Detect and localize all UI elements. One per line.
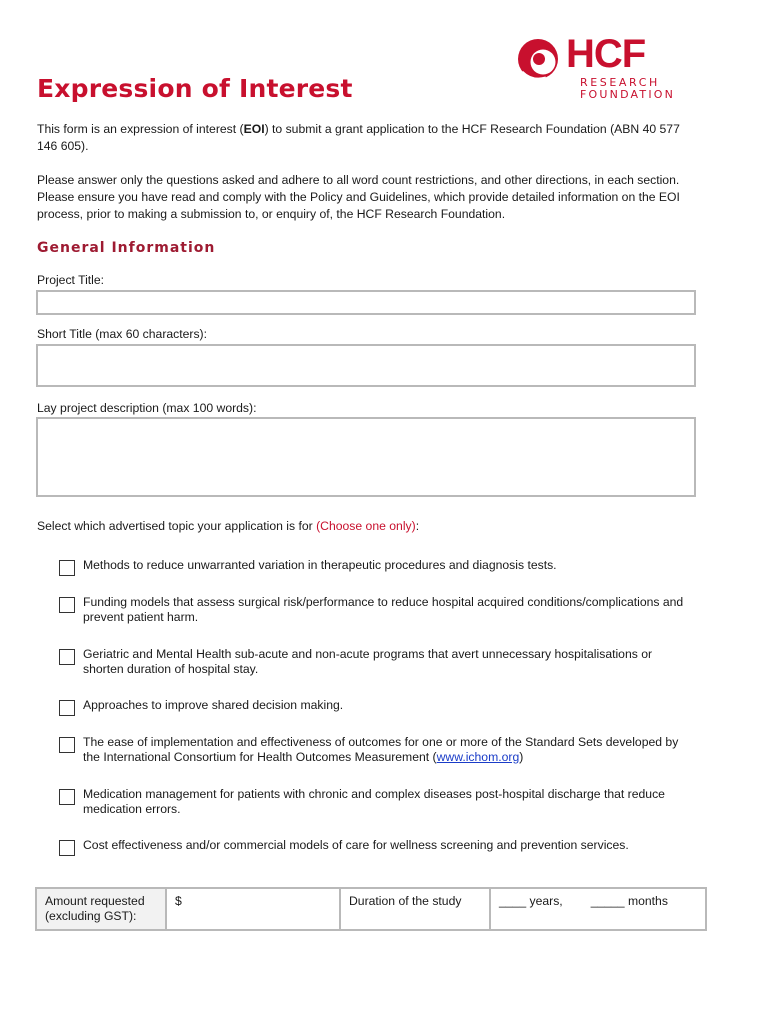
hcf-logo <box>516 32 696 102</box>
topic-prompt-colon: : <box>415 519 420 533</box>
amount-requested-field[interactable]: $ <box>166 888 340 930</box>
duration-months: _____ months <box>590 894 668 908</box>
topic-checkbox-3[interactable] <box>59 649 75 665</box>
intro-text: This form is an expression of interest ( <box>37 122 244 136</box>
topic-checkbox-6[interactable] <box>59 789 75 805</box>
short-title-label: Short Title (max 60 characters): <box>37 327 208 341</box>
topic-label-5-text: The ease of implementation and effectiveness of outcomes for one or more of the Standard Sets developed by the International Consortium for Health Outcomes Measurement ( <box>83 735 679 764</box>
intro-paragraph-1 <box>37 121 697 155</box>
topic-label-3: Geriatric and Mental Health sub-acute and non-acute programs that avert unnecessary hospitalisations or shorten duration of hospital stay. <box>83 647 653 676</box>
project-title-label: Project Title: <box>37 273 105 287</box>
page-title: Expression of Interest <box>37 74 353 103</box>
eoi-abbrev: EOI <box>243 122 265 136</box>
hcf-logo-icon <box>516 38 562 84</box>
duration-years: ____ years, <box>499 894 563 908</box>
topic-prompt-text: Select which advertised topic your application is for <box>37 519 317 533</box>
topic-checkbox-5[interactable] <box>59 737 75 753</box>
logo-brand: HCF <box>566 32 646 76</box>
topic-checkbox-7[interactable] <box>59 840 75 856</box>
topic-label-7: Cost effectiveness and/or commercial models of care for wellness screening and prevention services. <box>83 838 629 852</box>
topic-label-5-end: ) <box>519 750 524 764</box>
topic-checkbox-1[interactable] <box>59 560 75 576</box>
topic-label-6: Medication management for patients with chronic and complex diseases post-hospital discharge that reduce medication errors. <box>83 787 665 816</box>
topic-prompt <box>37 519 419 533</box>
topic-checkbox-4[interactable] <box>59 700 75 716</box>
topic-label-1: Methods to reduce unwarranted variation in therapeutic procedures and diagnosis tests. <box>83 558 557 572</box>
ichom-link[interactable]: www.ichom.org <box>436 750 520 764</box>
topic-prompt-note: (Choose one only) <box>316 519 416 533</box>
lay-description-label: Lay project description (max 100 words): <box>37 401 257 415</box>
funding-table <box>35 887 707 931</box>
duration-label: Duration of the study <box>340 888 490 930</box>
project-title-input[interactable] <box>36 290 696 315</box>
topic-label-5 <box>83 735 695 765</box>
intro-paragraph-2: Please answer only the questions asked and adhere to all word count restrictions, and other directions, in each section. Please ensure you have read and comply with the Policy and Guidelines, which provide detailed information on the EOI process, prior to making a submission to, or enquiry of, the HCF Research Foundation. <box>37 173 680 221</box>
topic-label-4: Approaches to improve shared decision making. <box>83 698 344 712</box>
intro-text-cont: ) to submit a grant application to the HCF Research Foundation (ABN 40 577 146 605). <box>37 122 680 153</box>
lay-description-textarea[interactable] <box>36 417 696 497</box>
logo-line-research: RESEARCH <box>580 76 660 89</box>
short-title-input[interactable] <box>36 344 696 387</box>
amount-requested-label: Amount requested (excluding GST): <box>36 888 166 930</box>
funding-row <box>36 888 706 930</box>
logo-line-foundation: FOUNDATION <box>580 88 676 101</box>
topic-checkbox-2[interactable] <box>59 597 75 613</box>
section-heading-general: General Information <box>37 240 216 256</box>
duration-field[interactable] <box>490 888 706 930</box>
topic-label-2: Funding models that assess surgical risk/performance to reduce hospital acquired conditions/complications and prevent patient harm. <box>83 595 684 624</box>
